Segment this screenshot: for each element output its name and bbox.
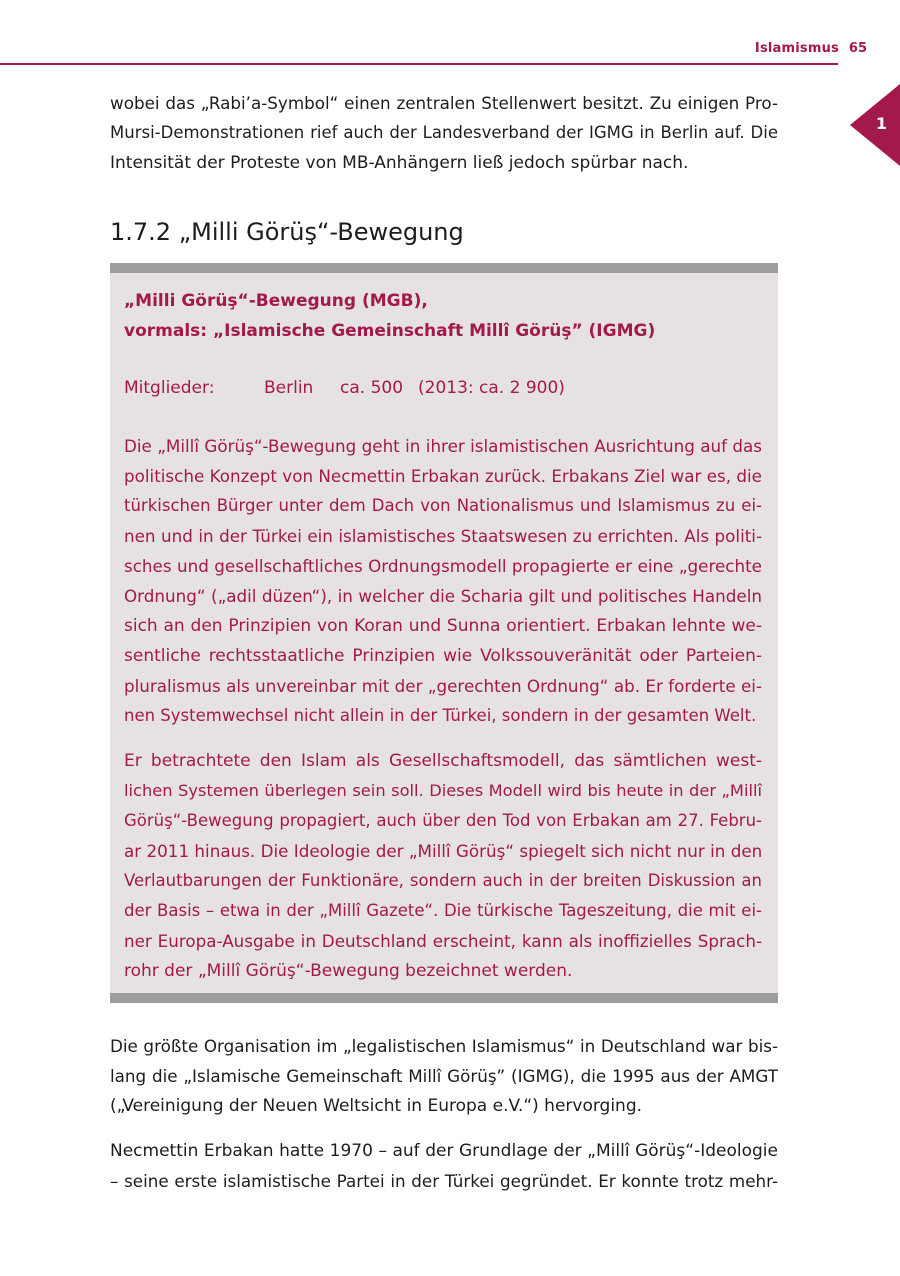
text-line: nen und in der Türkei ein islamistisches Staatswesen zu errichten. Als politi-	[124, 526, 762, 546]
text-line: Görüş“-Bewegung propagiert, auch über den Tod von Erbakan am 27. Febru-	[124, 811, 762, 830]
text-line: lichen Systemen überlegen sein soll. Dieses Modell wird bis heute in der „Millî	[124, 781, 762, 800]
info-box-bottom-bar	[110, 993, 778, 1003]
text-line: pluralismus als unvereinbar mit der „gerechten Ordnung“ ab. Er forderte ei-	[124, 676, 762, 696]
info-box-title-line: vormals: „Islamische Gemeinschaft Millî Görüş” (IGMG)	[124, 321, 656, 341]
info-box-paragraph-1	[124, 431, 762, 731]
text-line: sches und gesellschaftliches Ordnungsmodell propagierte er eine „gerechte	[124, 556, 762, 576]
info-box-title	[124, 286, 655, 346]
intro-paragraph	[110, 88, 778, 178]
text-line: Er betrachtete den Islam als Gesellschaftsmodell, das sämtlichen west-	[124, 751, 762, 771]
text-line: ar 2011 hinaus. Die Ideologie der „Millî Görüş“ spiegelt sich nicht nur in den	[124, 841, 763, 861]
text-line: Intensität der Proteste von MB-Anhängern ließ jedoch spürbar nach.	[110, 153, 689, 173]
text-line: wobei das „Rabi’a-Symbol“ einen zentralen Stellenwert besitzt. Zu einigen Pro-	[110, 93, 778, 113]
members-place: Berlin	[264, 378, 314, 398]
text-line: politische Konzept von Necmettin Erbakan zurück. Erbakans Ziel war es, die	[124, 466, 762, 486]
text-line: nen Systemwechsel nicht allein in der Türkei, sondern in der gesamten Welt.	[124, 706, 757, 725]
text-line: („Vereinigung der Neuen Weltsicht in Europa e.V.“) hervorging.	[110, 1096, 643, 1116]
body-paragraph-1	[110, 1031, 778, 1121]
text-line: Ordnung“ („adil düzen“), in welcher die Scharia gilt und politisches Handeln	[124, 586, 762, 606]
section-heading: 1.7.2 „Milli Görüş“-Bewegung	[110, 218, 464, 246]
members-count: ca. 500	[340, 378, 404, 398]
text-line: Verlautbarungen der Funktionäre, sondern auch in der breiten Diskussion an	[124, 871, 762, 890]
members-previous: (2013: ca. 2 900)	[418, 378, 565, 398]
header-rule	[0, 63, 838, 65]
members-label: Mitglieder:	[124, 378, 215, 398]
text-line: Mursi-Demonstrationen rief auch der Landesverband der IGMG in Berlin auf. Die	[110, 123, 778, 142]
info-box-paragraph-2	[124, 746, 762, 986]
text-line: rohr der „Millî Görüş“-Bewegung bezeichnet werden.	[124, 961, 573, 981]
running-header-section: Islamismus	[754, 41, 839, 56]
text-line: Necmettin Erbakan hatte 1970 – auf der Grundlage der „Millî Görüş“-Ideologie	[110, 1141, 778, 1161]
info-box-title-line: „Milli Görüş“-Bewegung (MGB),	[124, 291, 428, 311]
text-line: lang die „Islamische Gemeinschaft Millî Görüş” (IGMG), die 1995 aus der AMGT	[110, 1066, 778, 1086]
info-box-top-bar	[110, 263, 778, 273]
text-line: sich an den Prinzipien von Koran und Sunna orientiert. Erbakan lehnte we-	[124, 616, 762, 636]
text-line: Die größte Organisation im „legalistischen Islamismus“ in Deutschland war bis-	[110, 1036, 778, 1056]
text-line: türkischen Bürger unter dem Dach von Nationalismus und Islamismus zu ei-	[124, 496, 762, 515]
text-line: Die „Millî Görüş“-Bewegung geht in ihrer islamistischen Ausrichtung auf das	[124, 436, 762, 456]
text-line: ner Europa-Ausgabe in Deutschland erscheint, kann als inoffizielles Sprach-	[124, 931, 762, 951]
chapter-number: 1	[875, 114, 887, 133]
page-number: 65	[848, 41, 867, 56]
text-line: der Basis – etwa in der „Millî Gazete“. Die türkische Tageszeitung, die mit ei-	[124, 901, 762, 920]
text-line: – seine erste islamistische Partei in der Türkei gegründet. Er konnte trotz mehr-	[110, 1171, 778, 1191]
body-paragraph-2	[110, 1136, 778, 1196]
text-line: sentliche rechtsstaatliche Prinzipien wie Volkssouveränität oder Parteien-	[124, 646, 762, 666]
